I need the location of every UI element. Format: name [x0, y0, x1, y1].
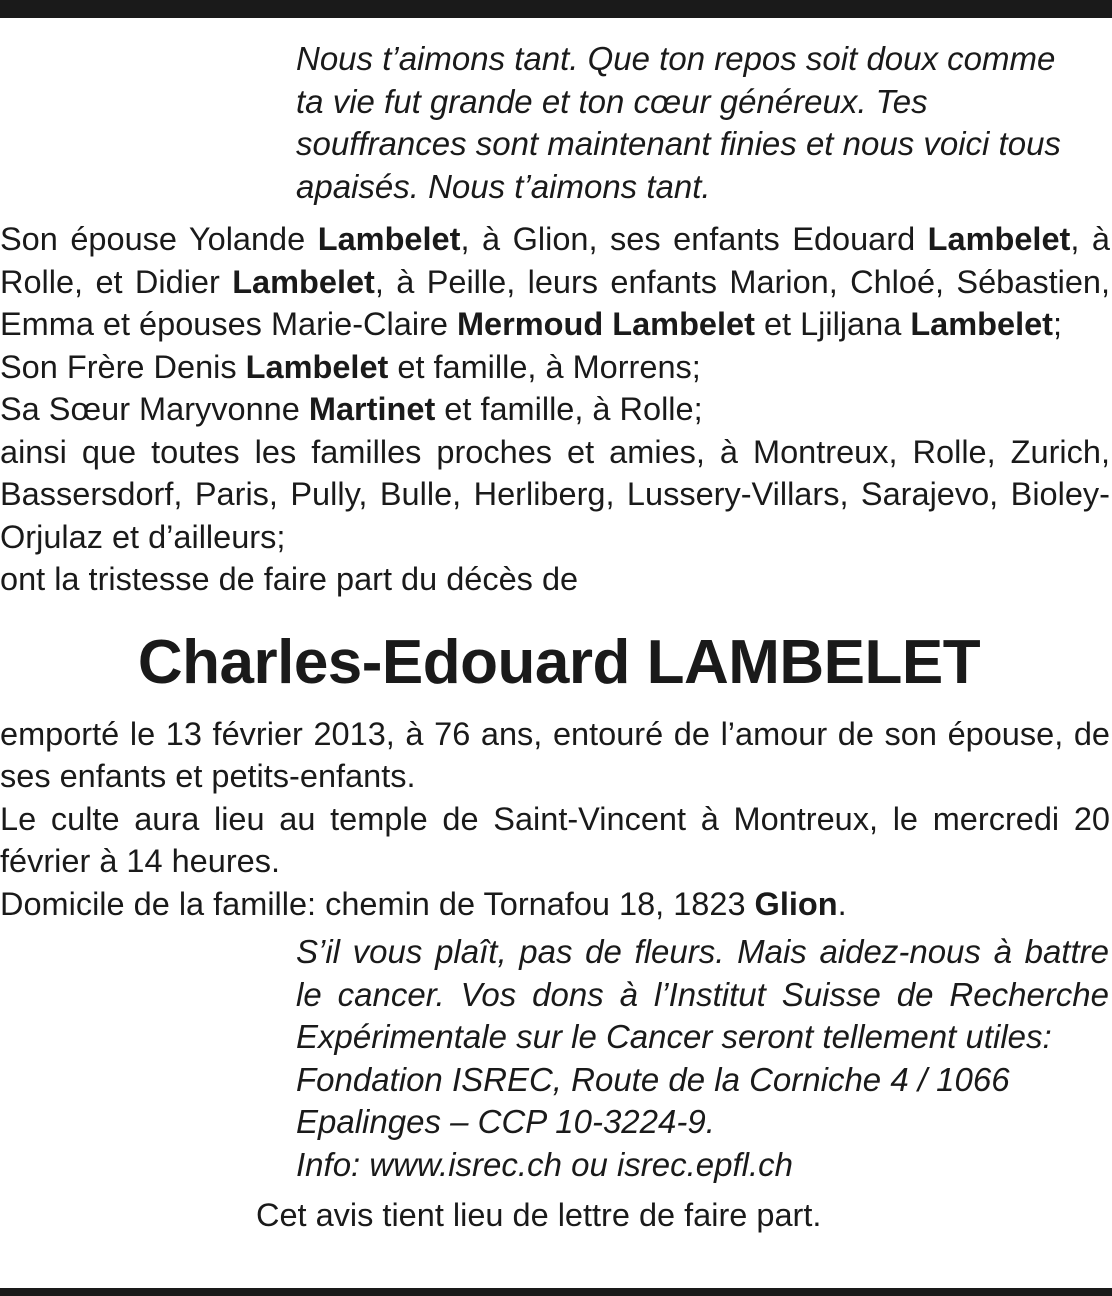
donation-text: S’il vous plaît, pas de fleurs. Mais aidez-nous à battre le cancer. Vos dons à l’Institut Suisse de Recherche Expérimentale sur le Cancer seront tellement utiles: [296, 933, 1109, 1055]
text: et famille, à Rolle; [435, 391, 703, 427]
text: , à Peille, leurs enfants Marion, Chloé, Sébastien, Emma et épouses Marie-Claire [0, 263, 1111, 342]
closing-note: Cet avis tient lieu de lettre de faire part. [256, 1197, 822, 1233]
deceased-name: Charles-Edouard LAMBELET [137, 627, 981, 697]
text: Domicile de la famille: chemin de Tornafou 18, 1823 [0, 885, 755, 922]
epigraph-line: souffrances sont maintenant finies et nous voici tous [296, 125, 1061, 162]
surname: Martinet [308, 391, 436, 427]
text: Son épouse Yolande [0, 221, 318, 257]
surname: Lambelet [317, 221, 461, 257]
family-brother [0, 346, 1110, 389]
details [0, 713, 1110, 926]
surname: Lambelet [927, 221, 1071, 257]
text: et Ljiljana [754, 306, 911, 342]
epigraph-line: ta vie fut grande et ton cœur généreux. Tes [296, 82, 928, 120]
donation-notice [296, 931, 1109, 1186]
text: Son Frère Denis [0, 348, 246, 385]
family-sister [0, 388, 1110, 431]
surname: Lambelet [232, 263, 375, 300]
town: Glion [754, 885, 838, 922]
family-others: ainsi que toutes les familles proches et amies, à Montreux, Rolle, Zurich, Bassersdorf, Paris, Pully, Bulle, Herliberg, Lussery-Villars, Sarajevo, Bioley-Orjulaz et d’ailleurs; [0, 433, 1110, 555]
text: Sa Sœur Maryvonne [0, 391, 309, 427]
obituary-notice [0, 38, 1110, 1237]
text: , à Glion, ses enfants Edouard [460, 221, 928, 257]
family-list [0, 218, 1110, 601]
epigraph [296, 38, 1096, 208]
surname: Lambelet [245, 348, 389, 385]
announcement: ont la tristesse de faire part du décès de [0, 561, 579, 597]
surname: Mermoud Lambelet [456, 306, 755, 342]
epigraph-line: Nous t’aimons tant. Que ton repos soit doux comme [296, 40, 1056, 77]
text: , à Rolle, et Didier [0, 221, 1110, 300]
text: . [837, 885, 847, 922]
family-home [0, 883, 1110, 926]
donation-line: Fondation ISREC, Route de la Corniche 4 / 1066 [296, 1060, 1010, 1098]
text: et famille, à Morrens; [388, 348, 701, 385]
epigraph-line: apaisés. Nous t’aimons tant. [296, 167, 711, 205]
text: ; [1053, 306, 1063, 342]
death-details: emporté le 13 février 2013, à 76 ans, entouré de l’amour de son épouse, de ses enfants et petits-enfants. [0, 715, 1110, 794]
donation-info: Info: www.isrec.ch ou isrec.epfl.ch [296, 1145, 794, 1183]
top-rule [0, 0, 1112, 18]
service-details: Le culte aura lieu au temple de Saint-Vincent à Montreux, le mercredi 20 février à 14 heures. [0, 800, 1110, 879]
family-wife-children [0, 218, 1110, 346]
bottom-rule [0, 1288, 1112, 1296]
surname: Lambelet [910, 306, 1053, 342]
donation-line: Epalinges – CCP 10-3224-9. [296, 1103, 715, 1140]
